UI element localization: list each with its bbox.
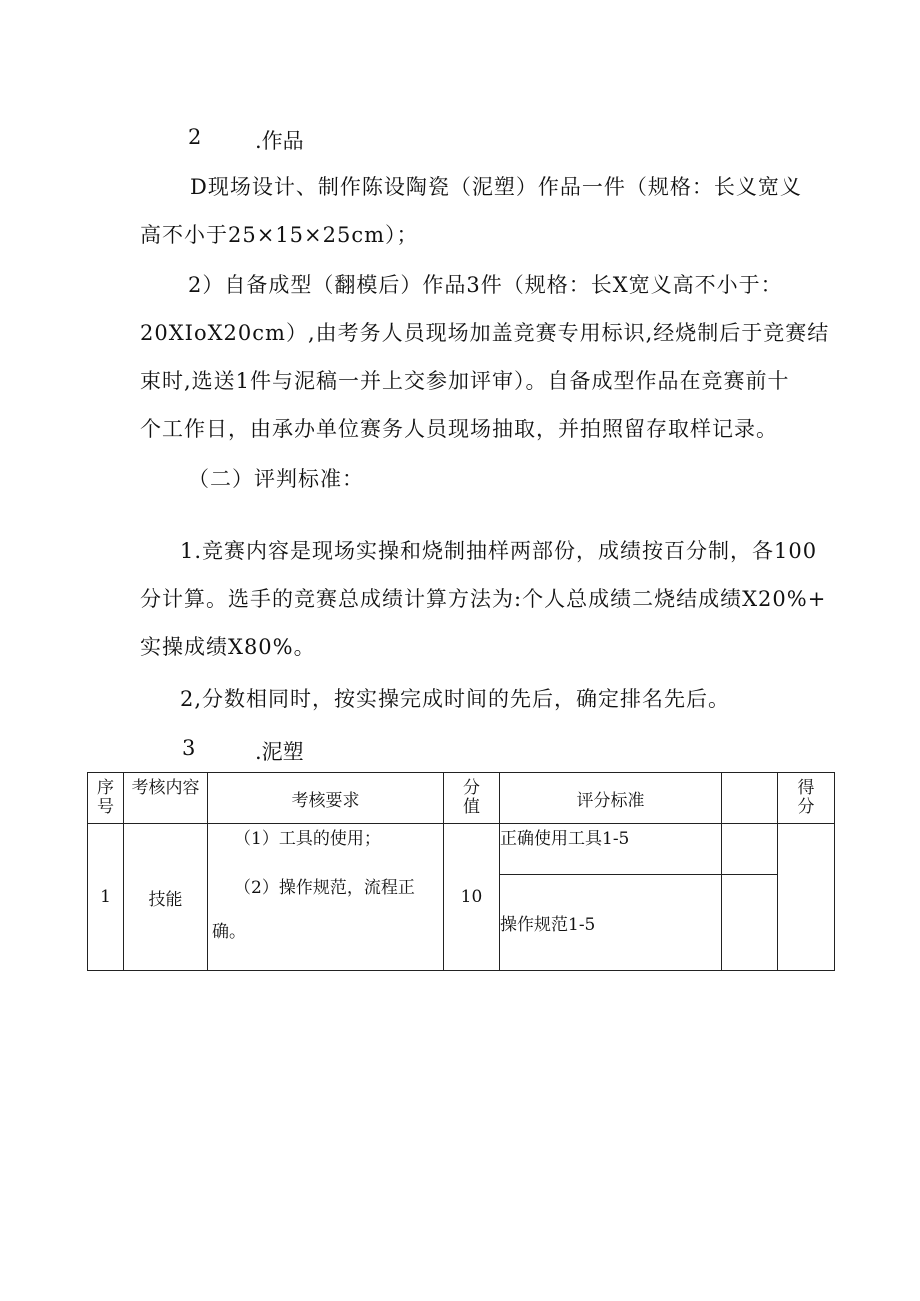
cell-seq: 1 (88, 824, 124, 971)
header-got-bottom: 分 (797, 797, 815, 817)
item-2-line-1: 2）自备成型（翻模后）作品3件（规格：长X宽义高不小于： (188, 273, 783, 297)
header-requirement: 考核要求 (208, 773, 444, 824)
cell-blank-1 (722, 824, 778, 875)
item-1-line-1: D现场设计、制作陈设陶瓷（泥塑）作品一件（规格：长义宽义 (190, 175, 802, 199)
header-score (444, 773, 500, 824)
rule-1-line-3: 实操成绩X80%。 (140, 635, 316, 659)
item-1-line-2: 高不小于25×15×25cm）； (140, 223, 419, 247)
item-2-line-3: 束时,选送1件与泥稿一并上交参加评审）。自备成型作品在竞赛前十 (140, 369, 790, 393)
header-seq (88, 773, 124, 824)
section-2-number: 2 (188, 125, 202, 149)
header-content: 考核内容 (124, 773, 208, 824)
header-seq-top: 序 (97, 778, 114, 798)
header-score-bottom: 值 (463, 797, 480, 817)
item-2-line-4: 个工作日，由承办单位赛务人员现场抽取，并拍照留存取样记录。 (140, 417, 778, 441)
criteria-heading: （二）评判标准： (188, 467, 364, 491)
cell-got (778, 824, 835, 971)
item-2-line-2: 20XIoX20cm）,由考务人员现场加盖竞赛专用标识,经烧制后于竞赛结 (140, 321, 830, 345)
cell-blank-2 (722, 875, 778, 971)
section-3-number: 3 (182, 736, 196, 760)
cell-requirement (208, 824, 444, 971)
scoring-table (87, 772, 835, 971)
rule-2: 2,分数相同时，按实操完成时间的先后，确定排名先后。 (180, 687, 731, 711)
cell-content: 技能 (124, 824, 208, 971)
header-got-top: 得 (797, 778, 815, 798)
header-criteria: 评分标准 (500, 773, 722, 824)
rule-1-line-2: 分计算。选手的竞赛总成绩计算方法为:个人总成绩二烧结成绩X20%+ (140, 587, 827, 611)
header-seq-bottom: 号 (97, 797, 114, 817)
req-line-2: （2）操作规范，流程正 (234, 878, 415, 898)
cell-criteria-1: 正确使用工具1-5 (500, 824, 722, 875)
header-got (778, 773, 835, 824)
header-blank (722, 773, 778, 824)
header-score-top: 分 (463, 778, 480, 798)
rule-1-line-1: 1.竞赛内容是现场实操和烧制抽样两部份，成绩按百分制，各100 (180, 539, 818, 563)
req-line-1: （1）工具的使用； (234, 829, 381, 849)
section-3-title: .泥塑 (255, 740, 304, 764)
cell-score: 10 (444, 824, 500, 971)
table-header-row (88, 773, 835, 824)
req-line-3: 确。 (212, 922, 246, 942)
table-row (88, 824, 835, 875)
cell-criteria-2: 操作规范1-5 (500, 875, 722, 971)
section-2-title: .作品 (255, 129, 304, 153)
